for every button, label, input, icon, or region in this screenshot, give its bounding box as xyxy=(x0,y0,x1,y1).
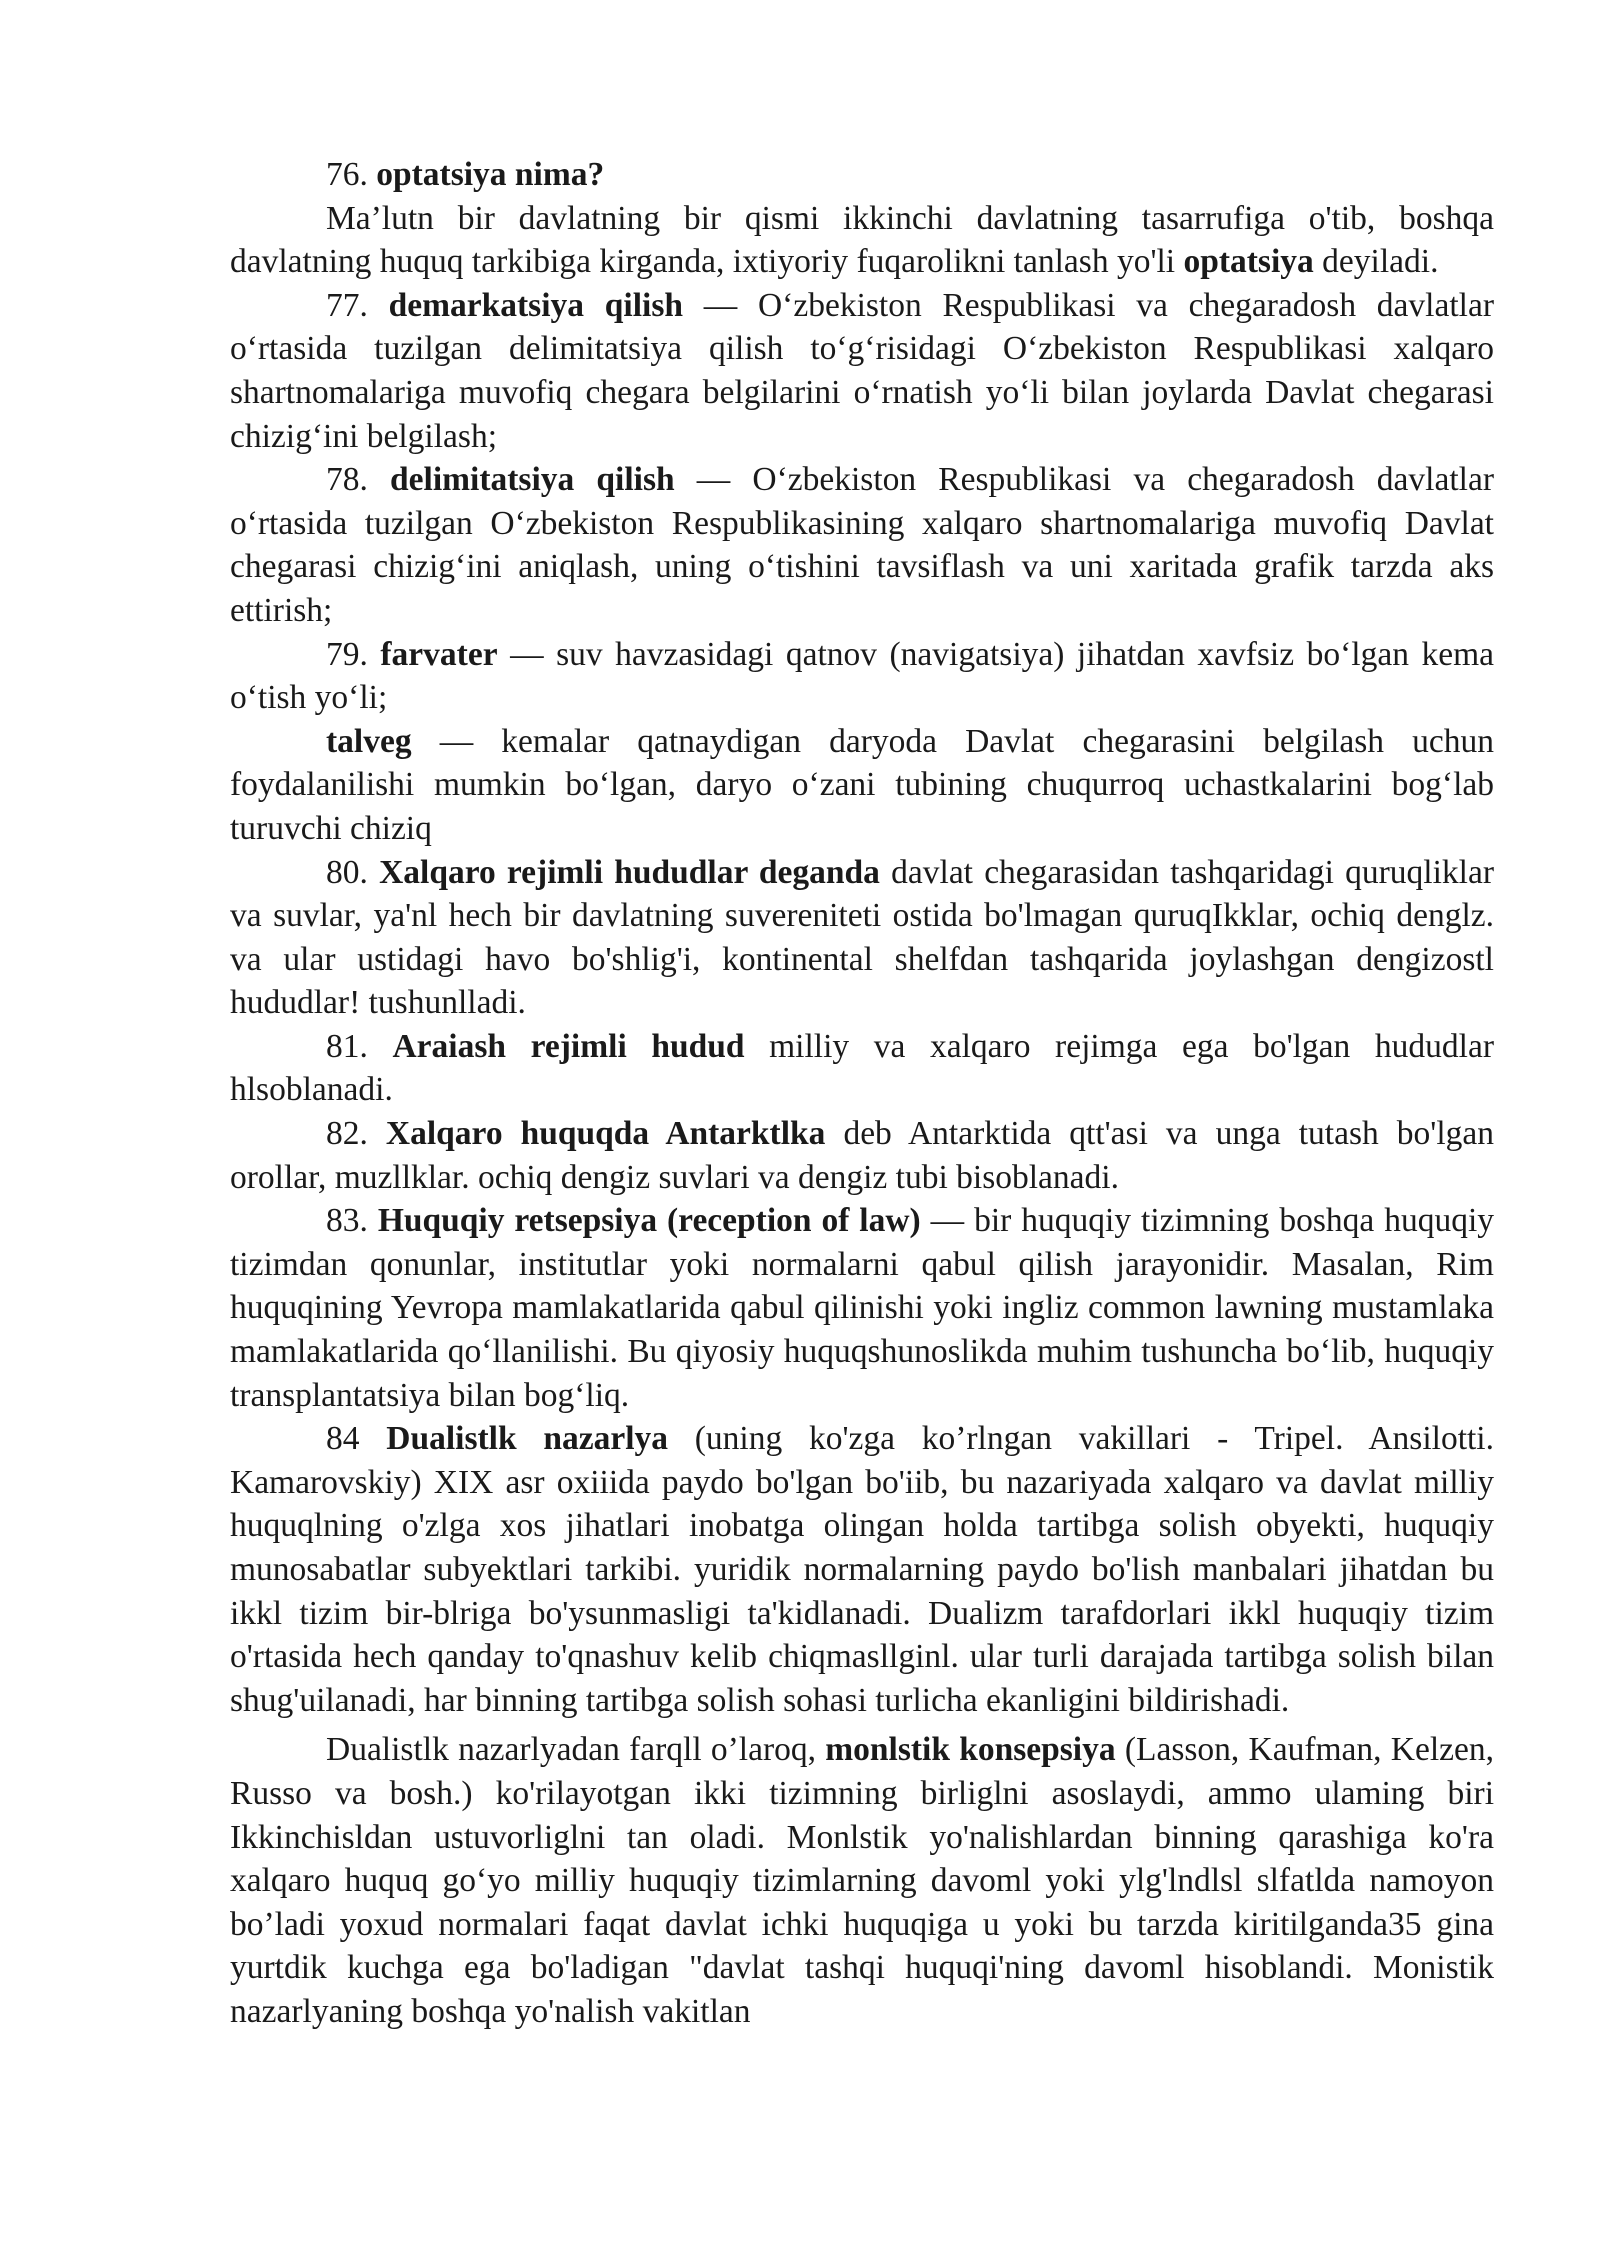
paragraph xyxy=(230,1417,1494,1722)
paragraph xyxy=(230,720,1494,851)
text-run: 77. xyxy=(326,286,389,324)
bold-term: farvater xyxy=(380,635,498,673)
text-run: 84 xyxy=(326,1420,387,1458)
bold-term: Araiash rejimli hudud xyxy=(392,1027,745,1065)
bold-term: Xalqaro rejimli hududlar deganda xyxy=(379,853,880,891)
bold-term: optatsiya xyxy=(1183,243,1314,281)
text-run: 81. xyxy=(326,1027,393,1065)
text-run: Ma’lutn bir davlatning bir qismi ikkinchi davlatning tasarrufiga o'tib, boshqa davlatning huquq tarkibiga kirganda, ixtiyoriy fuqarolikni tanlash yo'li xyxy=(230,199,1494,281)
bold-term: Huquqiy retsepsiya (reception of law) xyxy=(377,1202,921,1240)
text-run: 80. xyxy=(326,853,380,891)
text-run: milliy va xalqaro rejimga ega bo'lgan hududlar hlsoblanadi. xyxy=(230,1027,1494,1109)
paragraph xyxy=(230,1025,1494,1112)
paragraph xyxy=(230,197,1494,284)
text-run: deyiladi. xyxy=(1313,243,1439,281)
paragraph xyxy=(230,1728,1494,2033)
bold-term: monlstik konsepsiya xyxy=(825,1731,1116,1769)
bold-term: talveg xyxy=(326,722,412,760)
text-run: deb Antarktida qtt'asi va unga tutash bo'lgan orollar, muzllklar. ochiq dengiz suvlari va dengiz tubi bisoblanadi. xyxy=(230,1115,1494,1196)
bold-term: Xalqaro huquqda Antarktlka xyxy=(385,1115,826,1153)
text-run: (Lasson, Kaufman, Kelzen, Russo va bosh.) ko'rilayotgan ikki tizimning birliglni asoslaydi, ammo ulaming biri Ikkinchisldan ustuvorliglni tan oladi. Monlstik yo'nalishlardan binning qarashiga ko'ra xalqaro huquq go‘yo milliy huquqiy tizimlarning davoml yoki ylg'lndlsl slfatlda namoyon bo’ladi yoxud normalari faqat davlat ichki huquqiga u yoki bu tarzda kiritilganda35 gina yurtdik kuchga ega bo'ladigan "davlat tashqi huquqi'ning davoml hisoblandi. Monistik nazarlyaning boshqa yo'nalish vakitlan xyxy=(230,1731,1495,2030)
text-run: — suv havzasidagi qatnov (navigatsiya) jihatdan xavfsiz bo‘lgan kema o‘tish yo‘li; xyxy=(230,635,1495,717)
bold-term: Dualistlk nazarlya xyxy=(386,1420,668,1458)
text-run: — O‘zbekiston Respublikasi va chegaradosh davlatlar o‘rtasida tuzilgan O‘zbekiston Respublikasining xalqaro shartnomalariga muvofiq Davlat chegarasi chizig‘ini aniqlash, uning o‘tishini tavsiflash va uni xaritada grafik tarzda aks ettirish; xyxy=(230,461,1494,629)
text-run: davlat chegarasidan tashqaridagi quruqliklar va suvlar, ya'nl hech bir davlatning suvereniteti ostida bo'lmagan quruqIkklar, ochiq denglz. va ular ustidagi havo bo'shlig'i, kontinental shelfdan tashqarida joylashgan dengizostl hududlar! tushunlladi. xyxy=(230,853,1495,1022)
paragraph xyxy=(230,851,1494,1025)
paragraph xyxy=(230,153,1494,197)
text-run: 79. xyxy=(326,635,381,673)
paragraph xyxy=(230,1199,1494,1417)
bold-term: delimitatsiya qilish xyxy=(390,461,675,499)
text-run: 76. xyxy=(326,156,377,193)
bold-term: optatsiya nima? xyxy=(376,156,605,193)
text-run: — kemalar qatnaydigan daryoda Davlat chegarasini belgilash uchun foydalanilishi mumkin bo‘lgan, daryo o‘zani tubining chuqurroq uchastkalarini bog‘lab turuvchi chiziq xyxy=(230,722,1494,847)
text-run: (uning ko'zga ko’rlngan vakillari - Tripel. Ansilotti. Kamarovskiy) XIX asr oxiiida paydo bo'lgan bo'iib, bu nazariyada xalqaro va davlat milliy huquqlning o'zlga xos jihatlari inobatga olingan holda tartibga solish obyekti, huquqiy munosabatlar subyektlari tarkibi. yuridik normalarning paydo bo'lish manbalari jihatdan bu ikkl tizim bir-blriga bo'ysunmasligi ta'kidlanadi. Dualizm tarafdorlari ikkl huquqiy tizim o'rtasida hech qanday to'qnashuv kelib chiqmasllginl. ular turli darajada tartibga solish bilan shug'uilanadi, har binning tartibga solish sohasi turlicha ekanligini bildirishadi. xyxy=(230,1420,1494,1719)
paragraph xyxy=(230,458,1494,632)
paragraph xyxy=(230,284,1494,458)
text-run: 82. xyxy=(326,1115,386,1153)
text-run: 83. xyxy=(326,1202,378,1240)
paragraph xyxy=(230,1112,1494,1199)
text-run: Dualistlk nazarlyadan farqll o’laroq, xyxy=(326,1731,826,1769)
text-run: — O‘zbekiston Respublikasi va chegaradosh davlatlar o‘rtasida tuzilgan delimitatsiya qilish to‘g‘risidagi O‘zbekiston Respublikasi xalqaro shartnomalariga muvofiq chegara belgilarini o‘rnatish yo‘li bilan joylarda Davlat chegarasi chizig‘ini belgilash; xyxy=(230,286,1494,455)
text-run: — bir huquqiy tizimning boshqa huquqiy tizimdan qonunlar, institutlar yoki normalarni qabul qilish jarayonidir. Masalan, Rim huquqining Yevropa mamlakatlarida qabul qilinishi yoki ingliz common lawning mustamlaka mamlakatlarida qo‘llanilishi. Bu qiyosiy huquqshunoslikda muhim tushuncha bo‘lib, huquqiy transplantatsiya bilan bog‘liq. xyxy=(230,1202,1495,1414)
paragraph xyxy=(230,633,1494,720)
document-page xyxy=(230,153,1494,2034)
text-run: 78. xyxy=(326,461,391,499)
bold-term: demarkatsiya qilish xyxy=(388,286,683,324)
